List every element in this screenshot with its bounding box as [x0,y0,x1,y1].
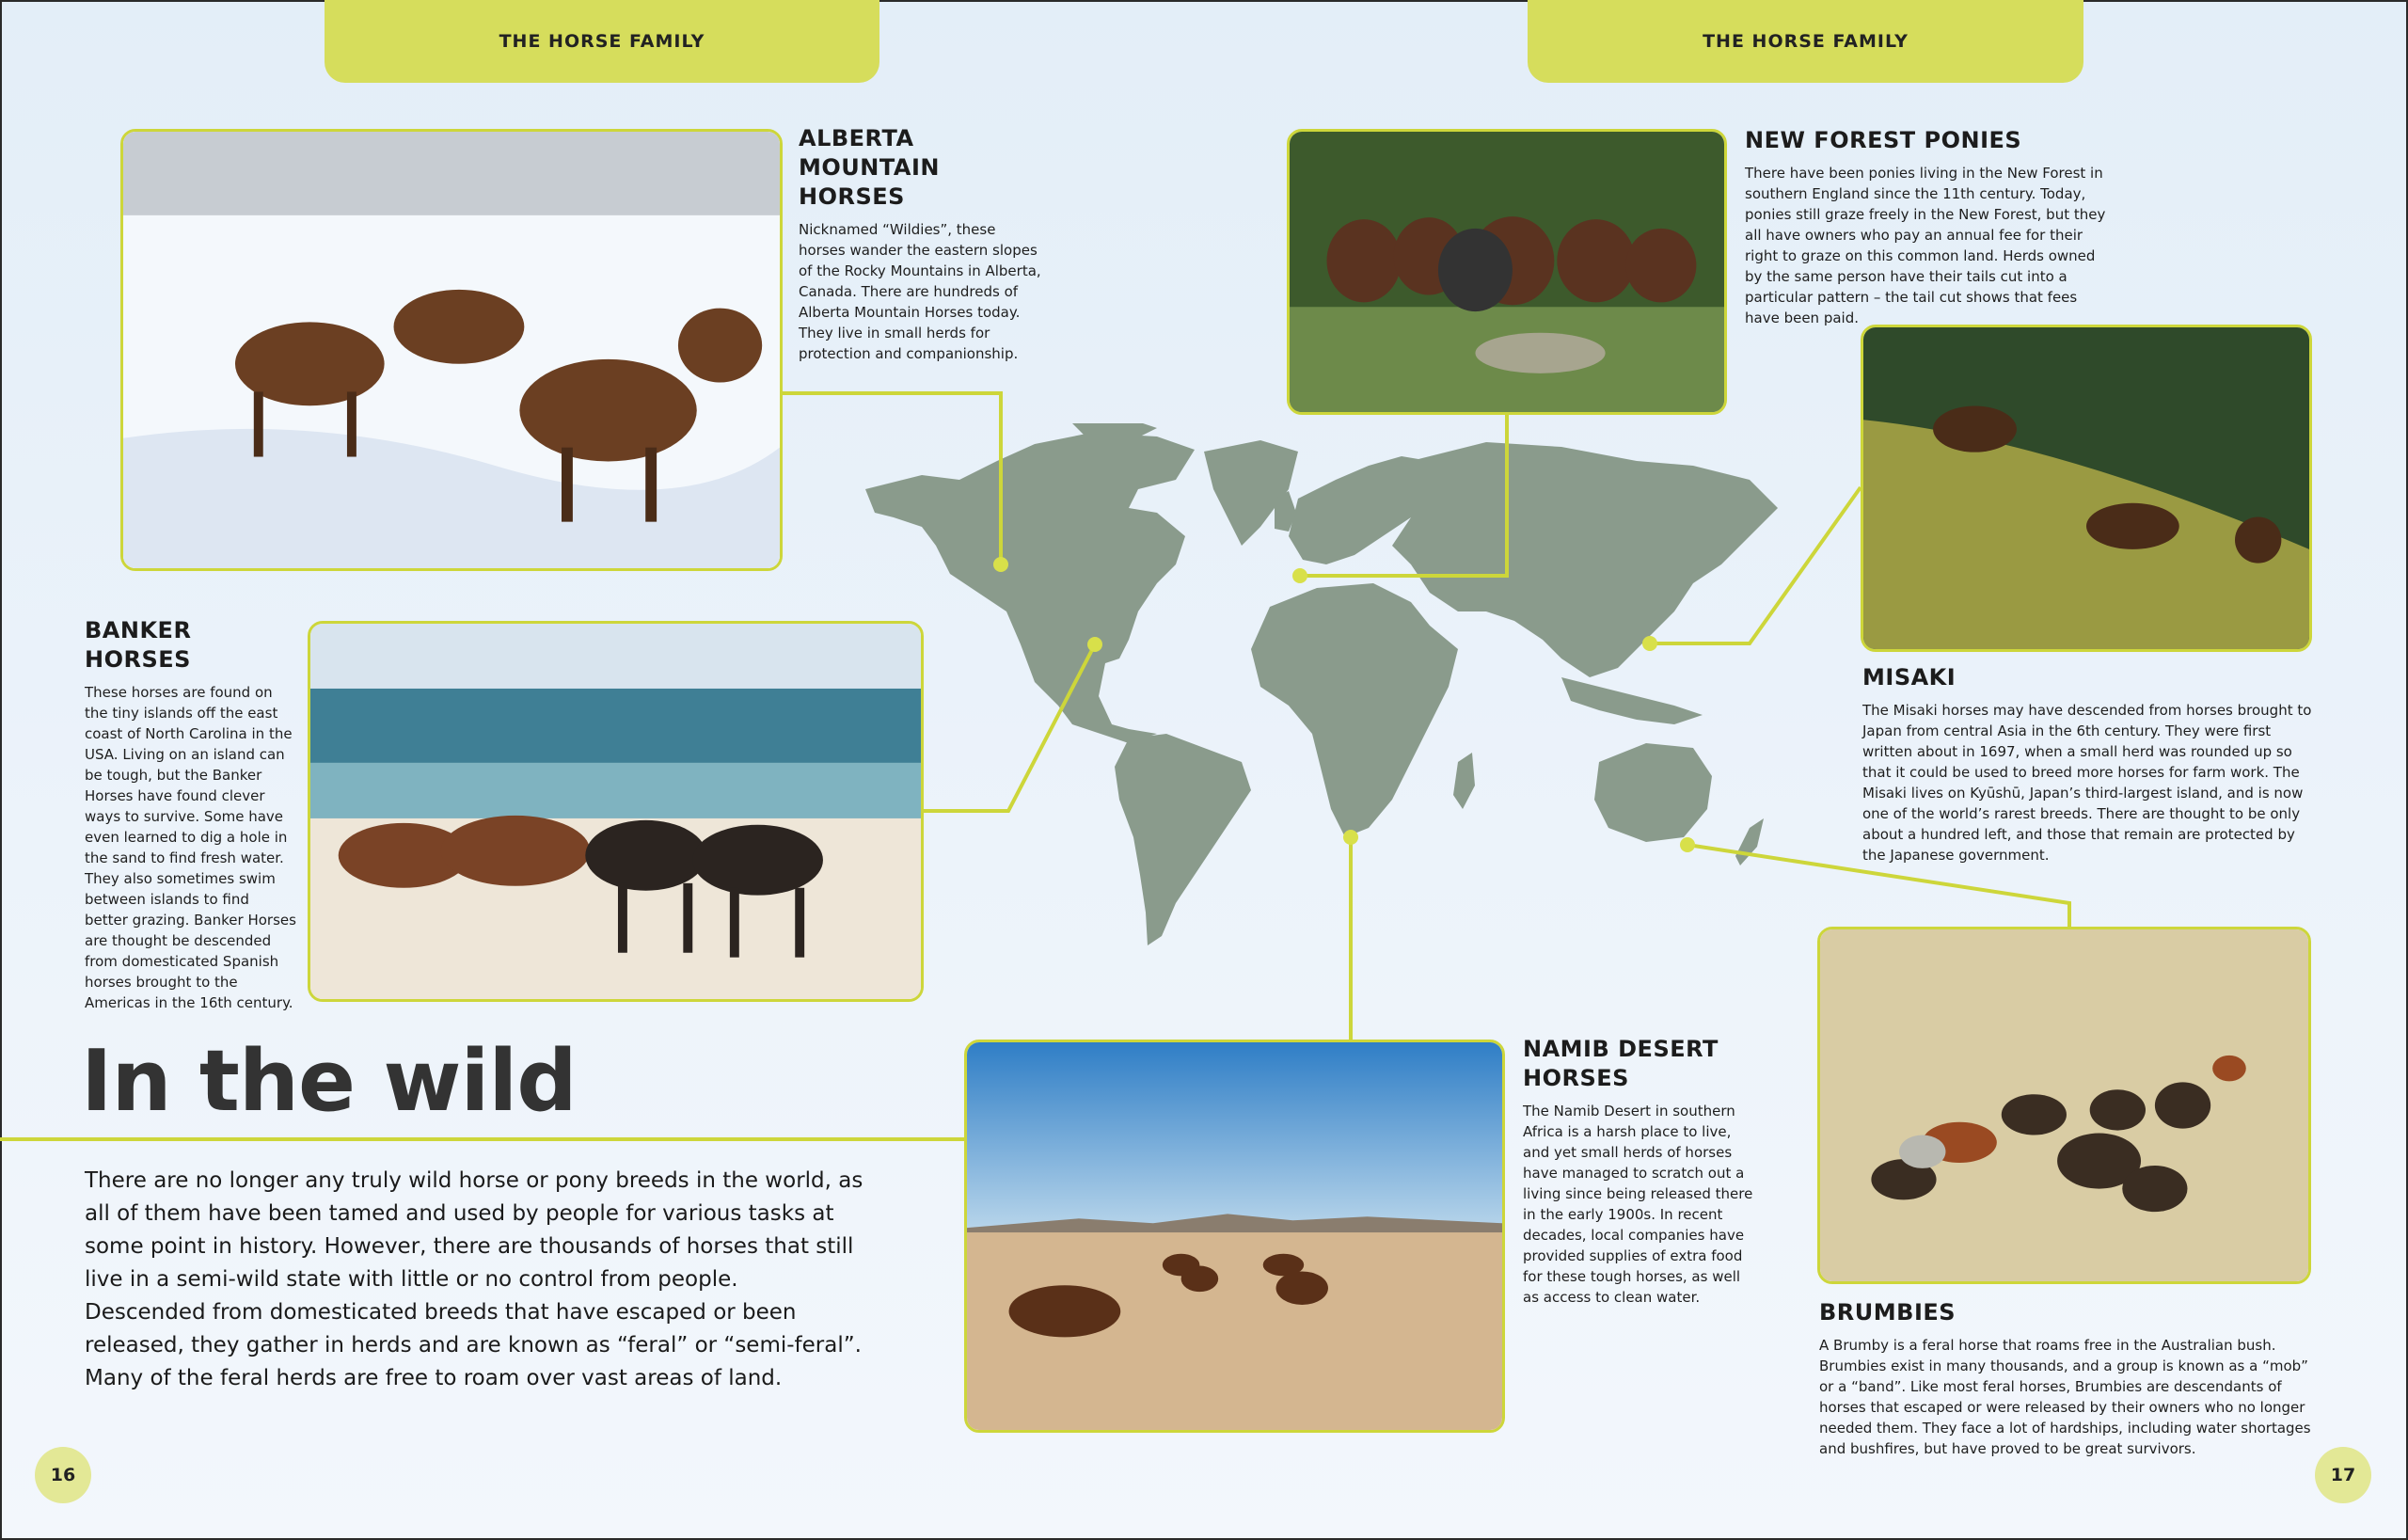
blurb-title: BANKER HORSES [85,617,192,673]
blurb-title: NAMIB DESERT HORSES [1523,1036,1719,1091]
blurb-text: The Misaki horses may have descended from horses brought to Japan from central Asia in the 6th century. They were first written about in 1697, when a small herd was rounded up so that it could be used to breed more horses for farm work. The Misaki lives on Kyūshū, Japan’s third-largest island, and is now one of the world’s rarest breeds. There are thought to be only about a hundred left, and those that remain are protected by the Japanese government. [1862,702,2312,864]
header-tab-right [1528,0,2083,83]
intro-paragraph: There are no longer any truly wild horse or pony breeds in the world, as all of them have been tamed and used by people for various tasks at some point in history. However, there are thousands of horses that still live in a semi-wild state with little or no control from people. Descended from domesticated breeds that have escaped or been released, they gather in herds and are known as “feral” or “semi-feral”. Many of the feral herds are free to roam over vast areas of land. [85,1168,863,1390]
blurb-text: The Namib Desert in southern Africa is a harsh place to live, and yet small herds of horses have managed to scratch out a living since being released there in the early 1900s. In recent decades, local companies have provided supplies of extra food for these tough horses, as well as access to clean water. [1523,1103,1753,1306]
map-madagascar [1453,753,1475,809]
map-south-america [1115,734,1251,945]
photo-misaki [1861,325,2312,652]
page-number-label: 16 [50,1465,76,1485]
world-map [847,423,1815,950]
blurb-title: ALBERTA MOUNTAIN HORSES [799,125,940,210]
blurb-misaki [1862,663,2314,865]
map-se-asia [1561,677,1703,724]
blurb-alberta [799,124,1043,364]
blurb-title: BRUMBIES [1819,1299,1956,1326]
blurb-namib [1523,1035,1753,1308]
page-title: In the wild [81,1032,577,1131]
blurb-text: There have been ponies living in the New Forest in southern England since the 11th century. Today, ponies still graze freely in the New Forest, but they all have owners who pay an annual fee for their right to graze on this common land. Herds owned by the same person have their tails cut into a particular pattern – the tail cut shows that fees have been paid. [1745,165,2106,326]
blurb-title: NEW FOREST PONIES [1745,127,2022,153]
page-number-label: 17 [2330,1465,2356,1485]
photo-banker-horses [308,621,924,1002]
page-number-left [35,1447,91,1503]
blurb-new-forest [1745,126,2112,328]
blurb-text: These horses are found on the tiny islands off the east coast of North Carolina in the USA. Living on an island can be tough, but the Banker Horses have found clever ways to survive. Some have even learned to dig a hole in the sand to find fresh water. They also sometimes swim between islands to find better grazing. Banker Horses are thought be descended from domesticated Spanish horses brought to the Americas in the 16th century. [85,684,296,1011]
photo-brumbies [1817,927,2311,1284]
photo-alberta-mountain-horses [120,129,783,571]
map-asia [1392,442,1778,677]
blurb-title: MISAKI [1862,664,1956,691]
photo-namib-desert-horses [964,1040,1505,1433]
header-tab-label: THE HORSE FAMILY [1703,31,1909,52]
map-australia [1594,743,1712,842]
map-new-zealand [1735,818,1764,865]
blurb-text: Nicknamed “Wildies”, these horses wander the eastern slopes of the Rocky Mountains in Alberta, Canada. There are hundreds of Alberta Mountain Horses today. They live in small herds for protection and companionship. [799,221,1041,362]
header-tab-left [325,0,879,83]
page-number-right [2315,1447,2371,1503]
blurb-banker [85,616,296,1013]
blurb-text: A Brumby is a feral horse that roams free in the Australian bush. Brumbies exist in many thousands, and a group is known as a “mob” or a “band”. Like most feral horses, Brumbies are descendants of horses that escaped or were released by their owners who no longer needed them. They face a lot of hardships, including water shortages and bushfires, but have proved to be great survivors. [1819,1337,2311,1457]
map-africa [1251,583,1458,837]
blurb-brumbies [1819,1298,2313,1459]
photo-new-forest-ponies [1287,129,1727,415]
header-tab-label: THE HORSE FAMILY [499,31,705,52]
